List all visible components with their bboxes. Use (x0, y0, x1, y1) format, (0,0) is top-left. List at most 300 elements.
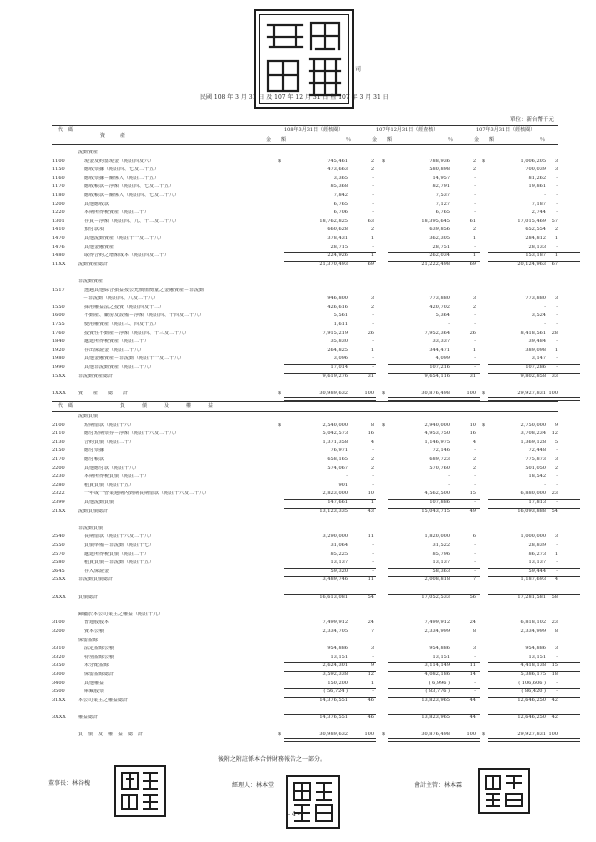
footnote: 後附之附註係本合併財務報告之一部分。 (218, 756, 327, 763)
cell-p3: - (556, 543, 558, 548)
cell-a1: 954,886 (327, 646, 348, 652)
cell-a3: 1,000,000 (520, 534, 546, 540)
cell-a1: 901 (338, 482, 348, 488)
cell-a2: 82,791 (432, 184, 450, 190)
table-row (52, 414, 558, 420)
cell-a2: 7,537 (435, 193, 450, 198)
total-rule (488, 508, 580, 509)
cell-d2: $ (382, 732, 386, 738)
cell-p1: 31 (367, 373, 374, 379)
cell-p2: - (474, 551, 476, 557)
table-row (52, 620, 558, 626)
cell-name: 取得合約之增額成本（附註四及二十） (84, 253, 170, 259)
cell-p1: 69 (367, 261, 374, 267)
cell-a1: 3,096 (333, 356, 348, 362)
cell-p2: - (474, 193, 476, 198)
cell-a1: 30,989,632 (319, 732, 348, 738)
table-row (52, 382, 558, 388)
cell-a1: 16,613,081 (319, 594, 348, 600)
cell-a1: 35,830 (330, 339, 348, 345)
table-row (52, 543, 558, 549)
cell-a1: 473,663 (327, 167, 348, 173)
manager-seal (286, 775, 340, 829)
cell-code: 1170 (52, 184, 65, 190)
cell-name: 存入保證金 (84, 568, 110, 574)
cell-p1: - (372, 339, 374, 345)
cell-a2: 1,820,000 (424, 534, 450, 540)
cell-p1: 2 (370, 167, 374, 173)
table-row (52, 253, 558, 259)
cell-name: 其他應付款（附註十八） (84, 465, 140, 471)
cell-d2: $ (382, 390, 386, 396)
cell-p3: - (556, 560, 558, 566)
total-rule (488, 688, 580, 689)
cell-p2: 15 (469, 491, 476, 497)
table-row (52, 577, 558, 583)
table-row (52, 491, 558, 497)
cell-p3: 3 (554, 534, 558, 540)
total-rule (284, 594, 376, 595)
cell-name: 存出保證金（附註二十八） (84, 347, 145, 353)
cell-a3: - (544, 482, 546, 488)
cell-a3: 59,444 (528, 568, 546, 574)
cell-p3: 18 (551, 672, 558, 677)
cell-p2: 11 (469, 663, 476, 669)
total-rule (488, 576, 580, 577)
cell-code: 2280 (52, 482, 65, 488)
cell-name: 應付票據 (84, 448, 105, 454)
chairman-seal (114, 765, 166, 817)
period3-pct-header: ％ (540, 137, 546, 143)
cell-a1: 660,628 (327, 227, 348, 233)
cell-p3: - (556, 500, 558, 505)
cell-p2: 16 (469, 431, 476, 437)
cell-a3: 19,861 (528, 184, 546, 190)
cell-a2: 17,052,533 (421, 594, 450, 600)
cell-a3: 12,646,250 (517, 697, 546, 703)
cell-a1: 426,616 (327, 304, 348, 310)
cell-code: 3320 (52, 654, 65, 660)
cell-code: 1517 (52, 287, 65, 293)
cell-name: 短期借款（附註十六） (84, 422, 135, 428)
cell-code: 1100 (52, 158, 65, 164)
cell-p3: 3 (554, 646, 558, 652)
total-rule (388, 373, 480, 374)
cell-a3: 6,880,000 (520, 491, 546, 497)
cell-name: 遞延所得稅資產（附註二十） (84, 339, 150, 345)
cell-a2: 13,151 (432, 654, 450, 660)
cell-name: 本期所得稅負債（附註二十） (84, 474, 150, 480)
cell-p3: - (556, 474, 558, 480)
cell-p1: 2 (370, 465, 374, 471)
table-row (52, 466, 558, 472)
total-rule (284, 697, 376, 698)
cell-p2: - (474, 482, 476, 488)
cell-p1: 12 (367, 672, 374, 677)
cell-p3: 3 (554, 167, 558, 173)
table-row (52, 227, 558, 233)
cell-name: 應付短期票券－淨額（附註十六及二十八） (84, 431, 180, 437)
cell-a2: 107,216 (429, 365, 450, 370)
cell-a2: 30,876,498 (421, 390, 450, 396)
cell-a3: 12,646,250 (517, 715, 546, 720)
cell-code: 1XXX (52, 390, 66, 396)
cell-p3: 2 (554, 465, 558, 471)
cell-code: 2570 (52, 551, 65, 557)
total-rule (284, 499, 376, 500)
cell-p3: - (556, 356, 558, 362)
cell-p1: 2 (370, 457, 374, 462)
cell-code: 2150 (52, 448, 65, 454)
cell-name: 流動資產總計 (78, 261, 109, 267)
cell-p2: - (474, 654, 476, 660)
cell-name: 歸屬於本公司業主之權益（附註十九） (78, 611, 164, 617)
cell-p1: - (372, 448, 374, 454)
cell-p1: - (372, 193, 374, 198)
cell-a3: 28,133 (528, 244, 546, 250)
cell-name: 保留盈餘 (78, 637, 99, 643)
cell-p3: 57 (551, 218, 558, 224)
cell-p3: 58 (551, 594, 558, 600)
cell-a3: 28,839 (528, 543, 546, 548)
cell-a1: 21,370,493 (319, 261, 348, 267)
cell-p2: 69 (469, 261, 476, 267)
total-rule (488, 373, 580, 374)
cell-name: 非流動負債總計 (78, 577, 114, 583)
cell-name: 應收票據（附註四、七及二十五） (84, 167, 160, 173)
cell-code: 1180 (52, 193, 65, 198)
cell-a3: 72,448 (528, 448, 546, 454)
cell-p1: 46 (367, 715, 374, 720)
cell-p1: - (372, 551, 374, 557)
cell-name: 負債總計 (78, 594, 99, 600)
cell-p1: 63 (367, 218, 374, 224)
table-row (52, 474, 558, 480)
cell-a3: 4,418,138 (520, 663, 546, 669)
cell-name: 合約負債（附註二十） (84, 439, 135, 445)
cell-p1: - (372, 356, 374, 362)
cell-code: 2100 (52, 422, 65, 428)
total-rule (388, 697, 480, 698)
cell-a3: 1,006,205 (520, 158, 546, 164)
cell-a2: 33,337 (432, 339, 450, 345)
table-row (52, 569, 558, 575)
cell-p2: 100 (466, 390, 476, 396)
period1-amount-header: 金 額 (266, 137, 287, 143)
cell-p2: 44 (469, 715, 476, 720)
cell-name: 保留盈餘總計 (84, 672, 115, 677)
cell-a2: 3,114,149 (424, 663, 450, 669)
cell-a1: 1,611 (333, 322, 348, 327)
cell-a1: 3,489,746 (322, 577, 348, 583)
cell-code: 21XX (52, 508, 66, 514)
cell-code: 1160 (52, 175, 65, 181)
cell-name: 權益總計 (78, 715, 99, 720)
cell-a2: 15,043,715 (421, 508, 450, 514)
total-rule (488, 714, 580, 715)
table-row (52, 517, 558, 523)
cell-p2: 2 (472, 457, 476, 462)
cell-a3: 775,873 (525, 457, 546, 462)
cell-a2: 2,940,000 (424, 422, 450, 428)
cell-a2: 21,222,498 (421, 261, 450, 267)
cell-p2: 8 (472, 629, 476, 634)
cell-a1: 13,151 (330, 654, 348, 660)
cell-a1: 13,123,335 (319, 508, 348, 514)
cell-a2: - (448, 322, 450, 327)
report-title-fragment: 司 (355, 66, 362, 73)
total-rule (284, 576, 376, 577)
cell-p1: - (372, 184, 374, 190)
cell-name: 其他應收款 (84, 201, 110, 207)
cell-p3: - (556, 448, 558, 454)
cell-a1: 946,800 (327, 296, 348, 302)
report-date-range: 民國 108 年 3 月 31 日 及 107 年 12 月 31 日 暨 107 年 3 月 31 日 (200, 94, 389, 101)
cell-name: 非流動資產 (78, 279, 104, 284)
cell-code: 31XX (52, 697, 66, 703)
cell-name: 租賃負債（附註十五） (84, 482, 135, 488)
chairman-label: 董事長：林谷槐 (48, 780, 91, 787)
cell-p2: - (474, 448, 476, 454)
cell-name: 租賃負債－非流動（附註十五） (84, 560, 155, 566)
total-rule (388, 688, 480, 689)
cell-p2: - (474, 356, 476, 362)
cell-code: 2322 (52, 491, 65, 497)
cell-code: 1220 (52, 210, 65, 216)
cell-a1: 2,334,705 (322, 629, 348, 634)
cell-a3: 3,708,234 (520, 431, 546, 437)
cell-p1: 4 (370, 439, 374, 445)
table-row (52, 159, 558, 165)
cell-p3: - (556, 689, 558, 695)
cell-a1: 76,971 (330, 448, 348, 454)
cell-a1: 14,376,551 (319, 697, 348, 703)
code-column-header: 代 碼 (58, 127, 74, 133)
cell-a2: 6,765 (435, 210, 450, 216)
table-row (52, 431, 558, 437)
table-row (52, 193, 558, 199)
cell-code: 3300 (52, 672, 65, 677)
cell-code: 3500 (52, 689, 65, 695)
cell-code: 3310 (52, 646, 65, 652)
cell-a2: 954,886 (429, 646, 450, 652)
cell-a1: 1,371,358 (322, 439, 348, 445)
cell-p2: - (474, 560, 476, 566)
table-row (52, 219, 558, 225)
cell-a3: 3,524 (531, 313, 546, 319)
cell-code: 1200 (52, 201, 65, 207)
cell-code: 2200 (52, 465, 65, 471)
cell-a1: 5,042,573 (322, 431, 348, 437)
cell-code: 2645 (52, 568, 65, 574)
cell-p3: 5 (554, 439, 558, 445)
cell-a1: 147,661 (327, 500, 348, 505)
cell-name: 應收票據－關係人（附註二十五） (84, 175, 160, 181)
cell-p2: 61 (469, 218, 476, 224)
table-row (52, 534, 558, 540)
table-row (52, 552, 558, 558)
cell-a1: 6,706 (333, 210, 348, 216)
cell-name: 本期所得稅資產（附註二十） (84, 210, 150, 216)
cell-a2: - (448, 474, 450, 480)
table-row (52, 210, 558, 216)
cell-p2: - (474, 210, 476, 216)
period3-header: 107年3月31日（經核閱） (476, 127, 536, 133)
cell-p2: 1 (472, 347, 476, 353)
liab-code-header: 代 碼 (58, 403, 74, 409)
cell-name: 法定盈餘公積 (84, 646, 115, 652)
total-rule (488, 568, 580, 569)
cell-p3: 2 (554, 227, 558, 233)
table-row (52, 715, 558, 721)
cell-p2: 26 (469, 330, 476, 336)
cell-p1: - (372, 201, 374, 207)
cell-p3: - (556, 680, 558, 686)
table-row (52, 672, 558, 678)
cell-a3: 2,744 (531, 210, 546, 216)
cell-code: 3400 (52, 680, 65, 686)
cell-a2: 18,395,645 (421, 218, 450, 224)
total-rule (284, 738, 376, 742)
cell-p1: 26 (367, 330, 374, 336)
cell-a2: 72,146 (432, 448, 450, 454)
table-row (52, 150, 558, 156)
cell-p3: - (556, 654, 558, 660)
cell-a3: 107,286 (525, 365, 546, 370)
total-rule (284, 688, 376, 689)
total-rule (488, 364, 580, 365)
table-row (52, 348, 558, 354)
cell-code: 2170 (52, 457, 65, 462)
cell-a3: 1,187,693 (520, 577, 546, 583)
accountant-seal (478, 768, 530, 814)
cell-d3: $ (482, 158, 486, 164)
cell-p3: 23 (551, 620, 558, 626)
cell-p1: 1 (370, 253, 374, 259)
cell-p1: 3 (370, 646, 374, 652)
cell-a3: 7,187 (531, 201, 546, 207)
cell-name: 不動產、廠房及設備－淨額（附註四、十四及二十八） (84, 313, 205, 319)
cell-a2: 344,471 (429, 347, 450, 353)
cell-a3: 20,124,963 (517, 261, 546, 267)
cell-name: 其他流動負債 (84, 500, 115, 505)
cell-p2: 7 (472, 577, 476, 583)
cell-p1: - (372, 568, 374, 574)
cell-p2: 2 (472, 167, 476, 173)
cell-p3: - (556, 322, 558, 327)
cell-a2: 4,099 (435, 356, 450, 362)
cell-p3: 28 (551, 330, 558, 336)
cell-a1: 17,014 (330, 365, 348, 370)
table-row (52, 526, 558, 532)
cell-p1: - (372, 654, 374, 660)
total-rule (284, 373, 376, 374)
cell-p2: 2 (472, 465, 476, 471)
table-row (52, 322, 558, 328)
total-rule (488, 738, 580, 742)
cell-p1: - (372, 210, 374, 216)
table-row (52, 655, 558, 661)
cell-p2: - (474, 568, 476, 574)
table-row (52, 724, 558, 730)
cell-a2: 420,702 (429, 304, 450, 310)
cell-a1: 264,825 (327, 347, 348, 353)
cell-a1: 574,067 (327, 465, 348, 471)
cell-code: 1755 (52, 322, 65, 327)
cell-a2: 13,137 (432, 560, 450, 566)
cell-p2: 1 (472, 236, 476, 241)
table-row (52, 612, 558, 618)
total-rule (284, 714, 376, 715)
total-rule (388, 576, 480, 577)
cell-a2: 788,936 (429, 158, 450, 164)
cell-p2: - (474, 184, 476, 190)
cell-a1: 3,365 (333, 175, 348, 181)
cell-name: 非流動負債 (78, 525, 104, 531)
cell-code: 1980 (52, 356, 65, 362)
cell-p2: - (474, 500, 476, 505)
cell-p3: 67 (551, 261, 558, 267)
cell-a1: 28,715 (330, 244, 348, 250)
cell-name: 未分配盈餘 (84, 663, 110, 669)
cell-p3: 4 (554, 577, 558, 583)
cell-name: －非流動（附註四、八及二十八） (78, 296, 159, 302)
cell-name: 應收帳款－淨額（附註四、七及二十五） (84, 184, 175, 190)
table-row (52, 176, 558, 182)
total-rule (388, 508, 480, 509)
cell-a1: 3,290,000 (322, 534, 348, 540)
cell-a3: 652,554 (525, 227, 546, 233)
cell-name: 應付帳款 (84, 457, 105, 462)
cell-p3: 42 (551, 715, 558, 720)
cell-a1: 59,320 (330, 568, 348, 574)
cell-a2: 30,876,498 (421, 732, 450, 738)
cell-a2: 362,305 (429, 236, 450, 241)
cell-p1: - (372, 175, 374, 181)
cell-a1: 2,624,301 (322, 663, 348, 669)
cell-p1: 2 (370, 158, 374, 164)
cell-name: 投資性不動產－淨額（附註四、十三及二十八） (84, 330, 190, 336)
cell-a1: 7,842 (333, 193, 348, 198)
cell-p2: 31 (469, 373, 476, 379)
cell-a1: 2,540,000 (322, 422, 348, 428)
cell-p1: 1 (370, 500, 374, 505)
total-rule (488, 671, 580, 672)
cell-code: 1840 (52, 339, 65, 345)
cell-p1: - (372, 689, 374, 695)
cell-p1: 100 (364, 390, 374, 396)
period1-header: 108年3月31日（經核閱） (284, 127, 344, 133)
total-rule (388, 568, 480, 569)
cell-a3: - (544, 304, 546, 310)
cell-a2: 58,363 (432, 568, 450, 574)
total-rule (284, 662, 376, 663)
cell-p1: - (372, 313, 374, 319)
table-row (52, 365, 558, 371)
cell-p2: 24 (469, 620, 476, 626)
total-rule (488, 594, 580, 595)
cell-p3: 8 (554, 629, 558, 634)
cell-a3: 2,334,999 (520, 629, 546, 634)
cell-a3: - (544, 322, 546, 327)
cell-p3: - (556, 201, 558, 207)
cell-a3: 17,281,581 (517, 594, 546, 600)
total-rule (388, 738, 480, 742)
cell-p2: 3 (472, 296, 476, 302)
cell-p3: 12 (551, 431, 558, 437)
liabilities-equity-header: 負 債 及 權 益 (120, 403, 220, 409)
table-row (52, 296, 558, 302)
